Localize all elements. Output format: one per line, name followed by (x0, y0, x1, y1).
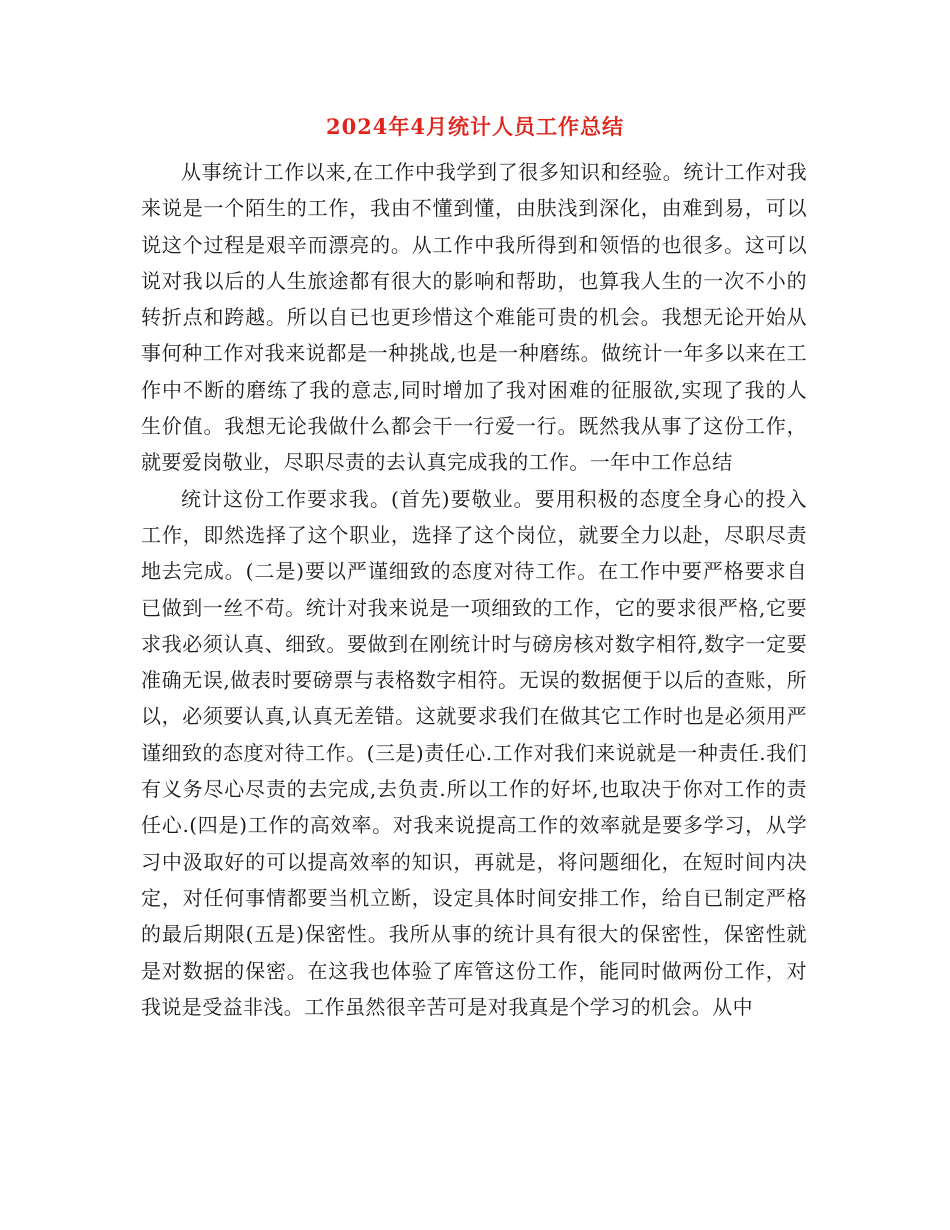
document-body (141, 154, 807, 1025)
document-title: 2024年4月统计人员工作总结 (325, 114, 625, 139)
paragraph-1: 从事统计工作以来,在工作中我学到了很多知识和经验。统计工作对我来说是一个陌生的工作，我由不懂到懂，由肤浅到深化，由难到易，可以说这个过程是艰辛而漂亮的。从工作中我所得到和领悟的也很多。这可以说对我以后的人生旅途都有很大的影响和帮助，也算我人生的一次不小的转折点和跨越。所以自已也更珍惜这个难能可贵的机会。我想无论开始从事何种工作对我来说都是一种挑战,也是一种磨练。做统计一年多以来在工作中不断的磨练了我的意志,同时增加了我对困难的征服欲,实现了我的人生价值。我想无论我做什么都会干一行爱一行。既然我从事了这份工作，就要爱岗敬业，尽职尽责的去认真完成我的工作。一年中工作总结 (141, 160, 807, 475)
paragraph-2: 统计这份工作要求我。(首先)要敬业。要用积极的态度全身心的投入工作，即然选择了这个职业，选择了这个岗位，就要全力以赴，尽职尽责地去完成。(二是)要以严谨细致的态度对待工作。在工作中要严格要求自已做到一丝不苟。统计对我来说是一项细致的工作，它的要求很严格,它要求我必须认真、细致。要做到在刚统计时与磅房核对数字相符,数字一定要准确无误,做表时要磅票与表格数字相符。无误的数据便于以后的查账，所以，必须要认真,认真无差错。这就要求我们在做其它工作时也是必须用严谨细致的态度对待工作。(三是)责任心.工作对我们来说就是一种责任.我们有义务尽心尽责的去完成,去负责.所以工作的好坏,也取决于你对工作的责任心.(四是)工作的高效率。对我来说提高工作的效率就是要多学习，从学习中汲取好的可以提高效率的知识，再就是，将问题细化，在短时间内决定，对任何事情都要当机立断，设定具体时间安排工作，给自已制定严格的最后期限(五是)保密性。我所从事的统计具有很大的保密性，保密性就是对数据的保密。在这我也体验了库管这份工作，能同时做两份工作，对我说是受益非浅。工作虽然很辛苦可是对我真是个学习的机会。从中 (141, 486, 807, 1019)
